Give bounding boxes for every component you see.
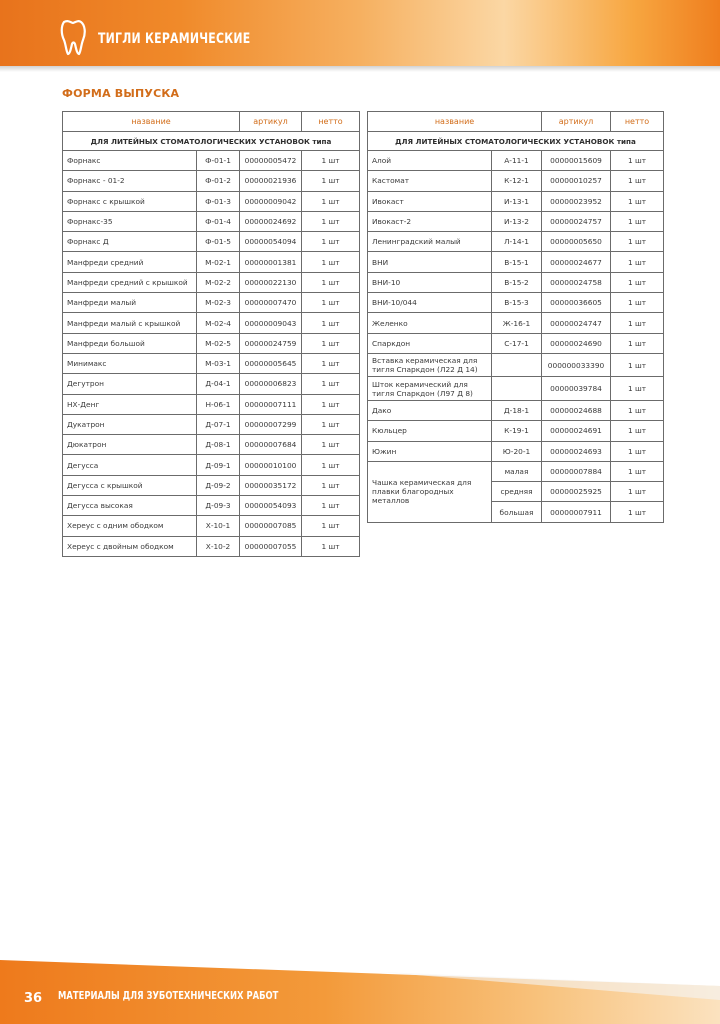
product-code: Ф-01-4	[197, 211, 240, 231]
product-name: Южин	[368, 441, 492, 461]
product-size: средняя	[492, 482, 542, 502]
product-net: 1 шт	[302, 232, 360, 252]
product-article: 00000007884	[542, 461, 611, 481]
table-header-row	[368, 112, 664, 132]
product-article: 00000007085	[240, 516, 302, 536]
product-net: 1 шт	[302, 475, 360, 495]
product-net: 1 шт	[611, 502, 664, 522]
product-net: 1 шт	[611, 171, 664, 191]
table-header-row	[63, 112, 360, 132]
product-article: 00000005645	[240, 353, 302, 373]
product-name: Хереус с одним ободком	[63, 516, 197, 536]
product-name: Манфреди большой	[63, 333, 197, 353]
product-article: 00000024693	[542, 441, 611, 461]
product-code: Ф-01-5	[197, 232, 240, 252]
product-name: ВНИ-10/044	[368, 293, 492, 313]
product-net: 1 шт	[302, 516, 360, 536]
table-row	[63, 333, 360, 353]
product-name: ВНИ	[368, 252, 492, 272]
product-article: 00000024758	[542, 272, 611, 292]
table-row	[368, 191, 664, 211]
product-name: НХ-Денг	[63, 394, 197, 414]
product-code: А-11-1	[492, 151, 542, 171]
product-net: 1 шт	[302, 414, 360, 434]
product-article: 00000006823	[240, 374, 302, 394]
product-name: Шток керамический для тигля Спаркдон (Л97 Д 8)	[368, 377, 492, 401]
product-article: 00000024688	[542, 400, 611, 420]
product-code: Д-04-1	[197, 374, 240, 394]
product-article: 00000025925	[542, 482, 611, 502]
product-article: 00000024691	[542, 421, 611, 441]
table-row	[368, 252, 664, 272]
product-code: Н-06-1	[197, 394, 240, 414]
product-code: Д-09-3	[197, 496, 240, 516]
product-article: 00000023952	[542, 191, 611, 211]
table-row	[63, 536, 360, 556]
table-row	[368, 272, 664, 292]
product-net: 1 шт	[611, 333, 664, 353]
product-name: Форнакс-35	[63, 211, 197, 231]
product-article: 00000024692	[240, 211, 302, 231]
product-code: С-17-1	[492, 333, 542, 353]
product-article: 00000005650	[542, 232, 611, 252]
product-code: Ю-20-1	[492, 441, 542, 461]
product-name: Манфреди средний с крышкой	[63, 272, 197, 292]
column-header-net: нетто	[302, 112, 360, 132]
product-name: Форнакс Д	[63, 232, 197, 252]
product-net: 1 шт	[611, 272, 664, 292]
table-row	[63, 211, 360, 231]
table-subheader-row	[63, 132, 360, 151]
table-row	[368, 293, 664, 313]
product-article: 00000021936	[240, 171, 302, 191]
product-net: 1 шт	[611, 313, 664, 333]
right-product-table	[367, 111, 664, 523]
product-code: Д-18-1	[492, 400, 542, 420]
product-name: Спаркдон	[368, 333, 492, 353]
product-name: Манфреди малый	[63, 293, 197, 313]
table-row	[368, 353, 664, 377]
product-net: 1 шт	[611, 377, 664, 401]
column-header-net: нетто	[611, 112, 664, 132]
product-code: Ф-01-3	[197, 191, 240, 211]
product-code: М-02-5	[197, 333, 240, 353]
product-code: Д-09-2	[197, 475, 240, 495]
product-article: 00000009042	[240, 191, 302, 211]
product-article: 00000007055	[240, 536, 302, 556]
product-article: 00000054094	[240, 232, 302, 252]
table-row	[63, 293, 360, 313]
product-code: Ф-01-2	[197, 171, 240, 191]
product-name: Хереус с двойным ободком	[63, 536, 197, 556]
product-name: Алой	[368, 151, 492, 171]
product-name: Манфреди средний	[63, 252, 197, 272]
product-name: Дегутрон	[63, 374, 197, 394]
product-name: Манфреди малый с крышкой	[63, 313, 197, 333]
table-row	[63, 191, 360, 211]
product-article: 00000007911	[542, 502, 611, 522]
product-name: Дюкатрон	[63, 435, 197, 455]
product-name: Дако	[368, 400, 492, 420]
product-name: Чашка керамическая для плавки благородных металлов	[368, 461, 492, 522]
product-net: 1 шт	[302, 394, 360, 414]
product-net: 1 шт	[302, 191, 360, 211]
product-net: 1 шт	[611, 421, 664, 441]
product-net: 1 шт	[302, 496, 360, 516]
product-name: Форнакс	[63, 151, 197, 171]
product-article: 00000010257	[542, 171, 611, 191]
product-code: К-19-1	[492, 421, 542, 441]
page-number: 36	[24, 991, 43, 1006]
table-subheader: ДЛЯ ЛИТЕЙНЫХ СТОМАТОЛОГИЧЕСКИХ УСТАНОВОК типа	[368, 132, 664, 151]
product-net: 1 шт	[302, 353, 360, 373]
tooth-icon	[60, 18, 86, 56]
product-code: М-02-2	[197, 272, 240, 292]
product-net: 1 шт	[302, 171, 360, 191]
product-article: 00000007470	[240, 293, 302, 313]
product-name: Дегусса с крышкой	[63, 475, 197, 495]
product-net: 1 шт	[302, 455, 360, 475]
product-article: 00000007299	[240, 414, 302, 434]
product-code: К-12-1	[492, 171, 542, 191]
table-row	[63, 516, 360, 536]
product-name: Форнакс - 01-2	[63, 171, 197, 191]
column-header-name: название	[63, 112, 240, 132]
product-code: В-15-2	[492, 272, 542, 292]
product-article: 00000010100	[240, 455, 302, 475]
product-net: 1 шт	[611, 252, 664, 272]
product-net: 1 шт	[302, 252, 360, 272]
product-code: Х-10-2	[197, 536, 240, 556]
product-net: 1 шт	[302, 211, 360, 231]
product-name: Минимакс	[63, 353, 197, 373]
column-header-article: артикул	[542, 112, 611, 132]
product-net: 1 шт	[302, 272, 360, 292]
product-net: 1 шт	[302, 333, 360, 353]
product-name: Кастомат	[368, 171, 492, 191]
product-article: 00000039784	[542, 377, 611, 401]
table-row	[63, 394, 360, 414]
table-row	[368, 377, 664, 401]
product-net: 1 шт	[611, 400, 664, 420]
table-row	[63, 435, 360, 455]
product-code: М-02-1	[197, 252, 240, 272]
product-size: малая	[492, 461, 542, 481]
table-subheader-row	[368, 132, 664, 151]
table-row	[63, 414, 360, 434]
table-row	[63, 496, 360, 516]
product-article: 00000024747	[542, 313, 611, 333]
product-code: И-13-1	[492, 191, 542, 211]
product-code	[492, 377, 542, 401]
product-net: 1 шт	[611, 151, 664, 171]
product-name: Вставка керамическая для тигля Спаркдон (Л22 Д 14)	[368, 353, 492, 377]
table-row	[63, 313, 360, 333]
product-article: 00000024759	[240, 333, 302, 353]
table-row	[63, 171, 360, 191]
product-code: Д-08-1	[197, 435, 240, 455]
product-code: Ф-01-1	[197, 151, 240, 171]
product-article: 00000005472	[240, 151, 302, 171]
table-row	[368, 151, 664, 171]
product-article: 00000001381	[240, 252, 302, 272]
product-code: Д-07-1	[197, 414, 240, 434]
product-size: большая	[492, 502, 542, 522]
table-row	[368, 171, 664, 191]
product-net: 1 шт	[611, 232, 664, 252]
product-net: 1 шт	[302, 374, 360, 394]
product-net: 1 шт	[302, 151, 360, 171]
product-code: Ж-16-1	[492, 313, 542, 333]
product-article: 000000033390	[542, 353, 611, 377]
table-row	[368, 313, 664, 333]
table-row	[368, 461, 664, 481]
column-header-name: название	[368, 112, 542, 132]
table-subheader: ДЛЯ ЛИТЕЙНЫХ СТОМАТОЛОГИЧЕСКИХ УСТАНОВОК типа	[63, 132, 360, 151]
product-name: Форнакс с крышкой	[63, 191, 197, 211]
table-row	[63, 151, 360, 171]
product-code: М-02-4	[197, 313, 240, 333]
product-article: 00000024690	[542, 333, 611, 353]
product-article: 00000007111	[240, 394, 302, 414]
product-net: 1 шт	[302, 293, 360, 313]
table-row	[368, 232, 664, 252]
product-article: 00000035172	[240, 475, 302, 495]
product-article: 00000024677	[542, 252, 611, 272]
table-row	[368, 333, 664, 353]
product-net: 1 шт	[302, 435, 360, 455]
column-header-article: артикул	[240, 112, 302, 132]
page-title: ТИГЛИ КЕРАМИЧЕСКИЕ	[98, 31, 251, 47]
section-title: ФОРМА ВЫПУСКА	[62, 87, 180, 100]
table-row	[63, 374, 360, 394]
table-row	[63, 232, 360, 252]
product-net: 1 шт	[302, 313, 360, 333]
product-name: Дегусса	[63, 455, 197, 475]
table-row	[63, 252, 360, 272]
product-net: 1 шт	[611, 211, 664, 231]
product-article: 00000024757	[542, 211, 611, 231]
product-article: 00000022130	[240, 272, 302, 292]
product-name: Ивокаст	[368, 191, 492, 211]
table-row	[368, 441, 664, 461]
table-row	[368, 421, 664, 441]
product-code: В-15-1	[492, 252, 542, 272]
product-net: 1 шт	[302, 536, 360, 556]
product-article: 00000015609	[542, 151, 611, 171]
product-code: Д-09-1	[197, 455, 240, 475]
product-article: 00000036605	[542, 293, 611, 313]
product-code: В-15-3	[492, 293, 542, 313]
footer-title: МАТЕРИАЛЫ ДЛЯ ЗУБОТЕХНИЧЕСКИХ РАБОТ	[58, 990, 279, 1002]
product-net: 1 шт	[611, 461, 664, 481]
product-name: Дегусса высокая	[63, 496, 197, 516]
table-row	[63, 455, 360, 475]
product-code: М-02-3	[197, 293, 240, 313]
product-article: 00000054093	[240, 496, 302, 516]
table-row	[63, 353, 360, 373]
product-article: 00000009043	[240, 313, 302, 333]
product-name: Кюльцер	[368, 421, 492, 441]
table-row	[63, 272, 360, 292]
table-row	[368, 211, 664, 231]
product-net: 1 шт	[611, 353, 664, 377]
product-name: ВНИ-10	[368, 272, 492, 292]
product-name: Ленинградский малый	[368, 232, 492, 252]
table-row	[368, 400, 664, 420]
product-code	[492, 353, 542, 377]
product-name: Ивокаст-2	[368, 211, 492, 231]
left-product-table	[62, 111, 360, 557]
header-shadow	[0, 66, 720, 72]
product-article: 00000007684	[240, 435, 302, 455]
product-net: 1 шт	[611, 293, 664, 313]
product-net: 1 шт	[611, 482, 664, 502]
product-name: Желенко	[368, 313, 492, 333]
product-code: Л-14-1	[492, 232, 542, 252]
product-net: 1 шт	[611, 191, 664, 211]
table-row	[63, 475, 360, 495]
product-code: И-13-2	[492, 211, 542, 231]
product-net: 1 шт	[611, 441, 664, 461]
product-name: Дукатрон	[63, 414, 197, 434]
product-code: Х-10-1	[197, 516, 240, 536]
product-code: М-03-1	[197, 353, 240, 373]
